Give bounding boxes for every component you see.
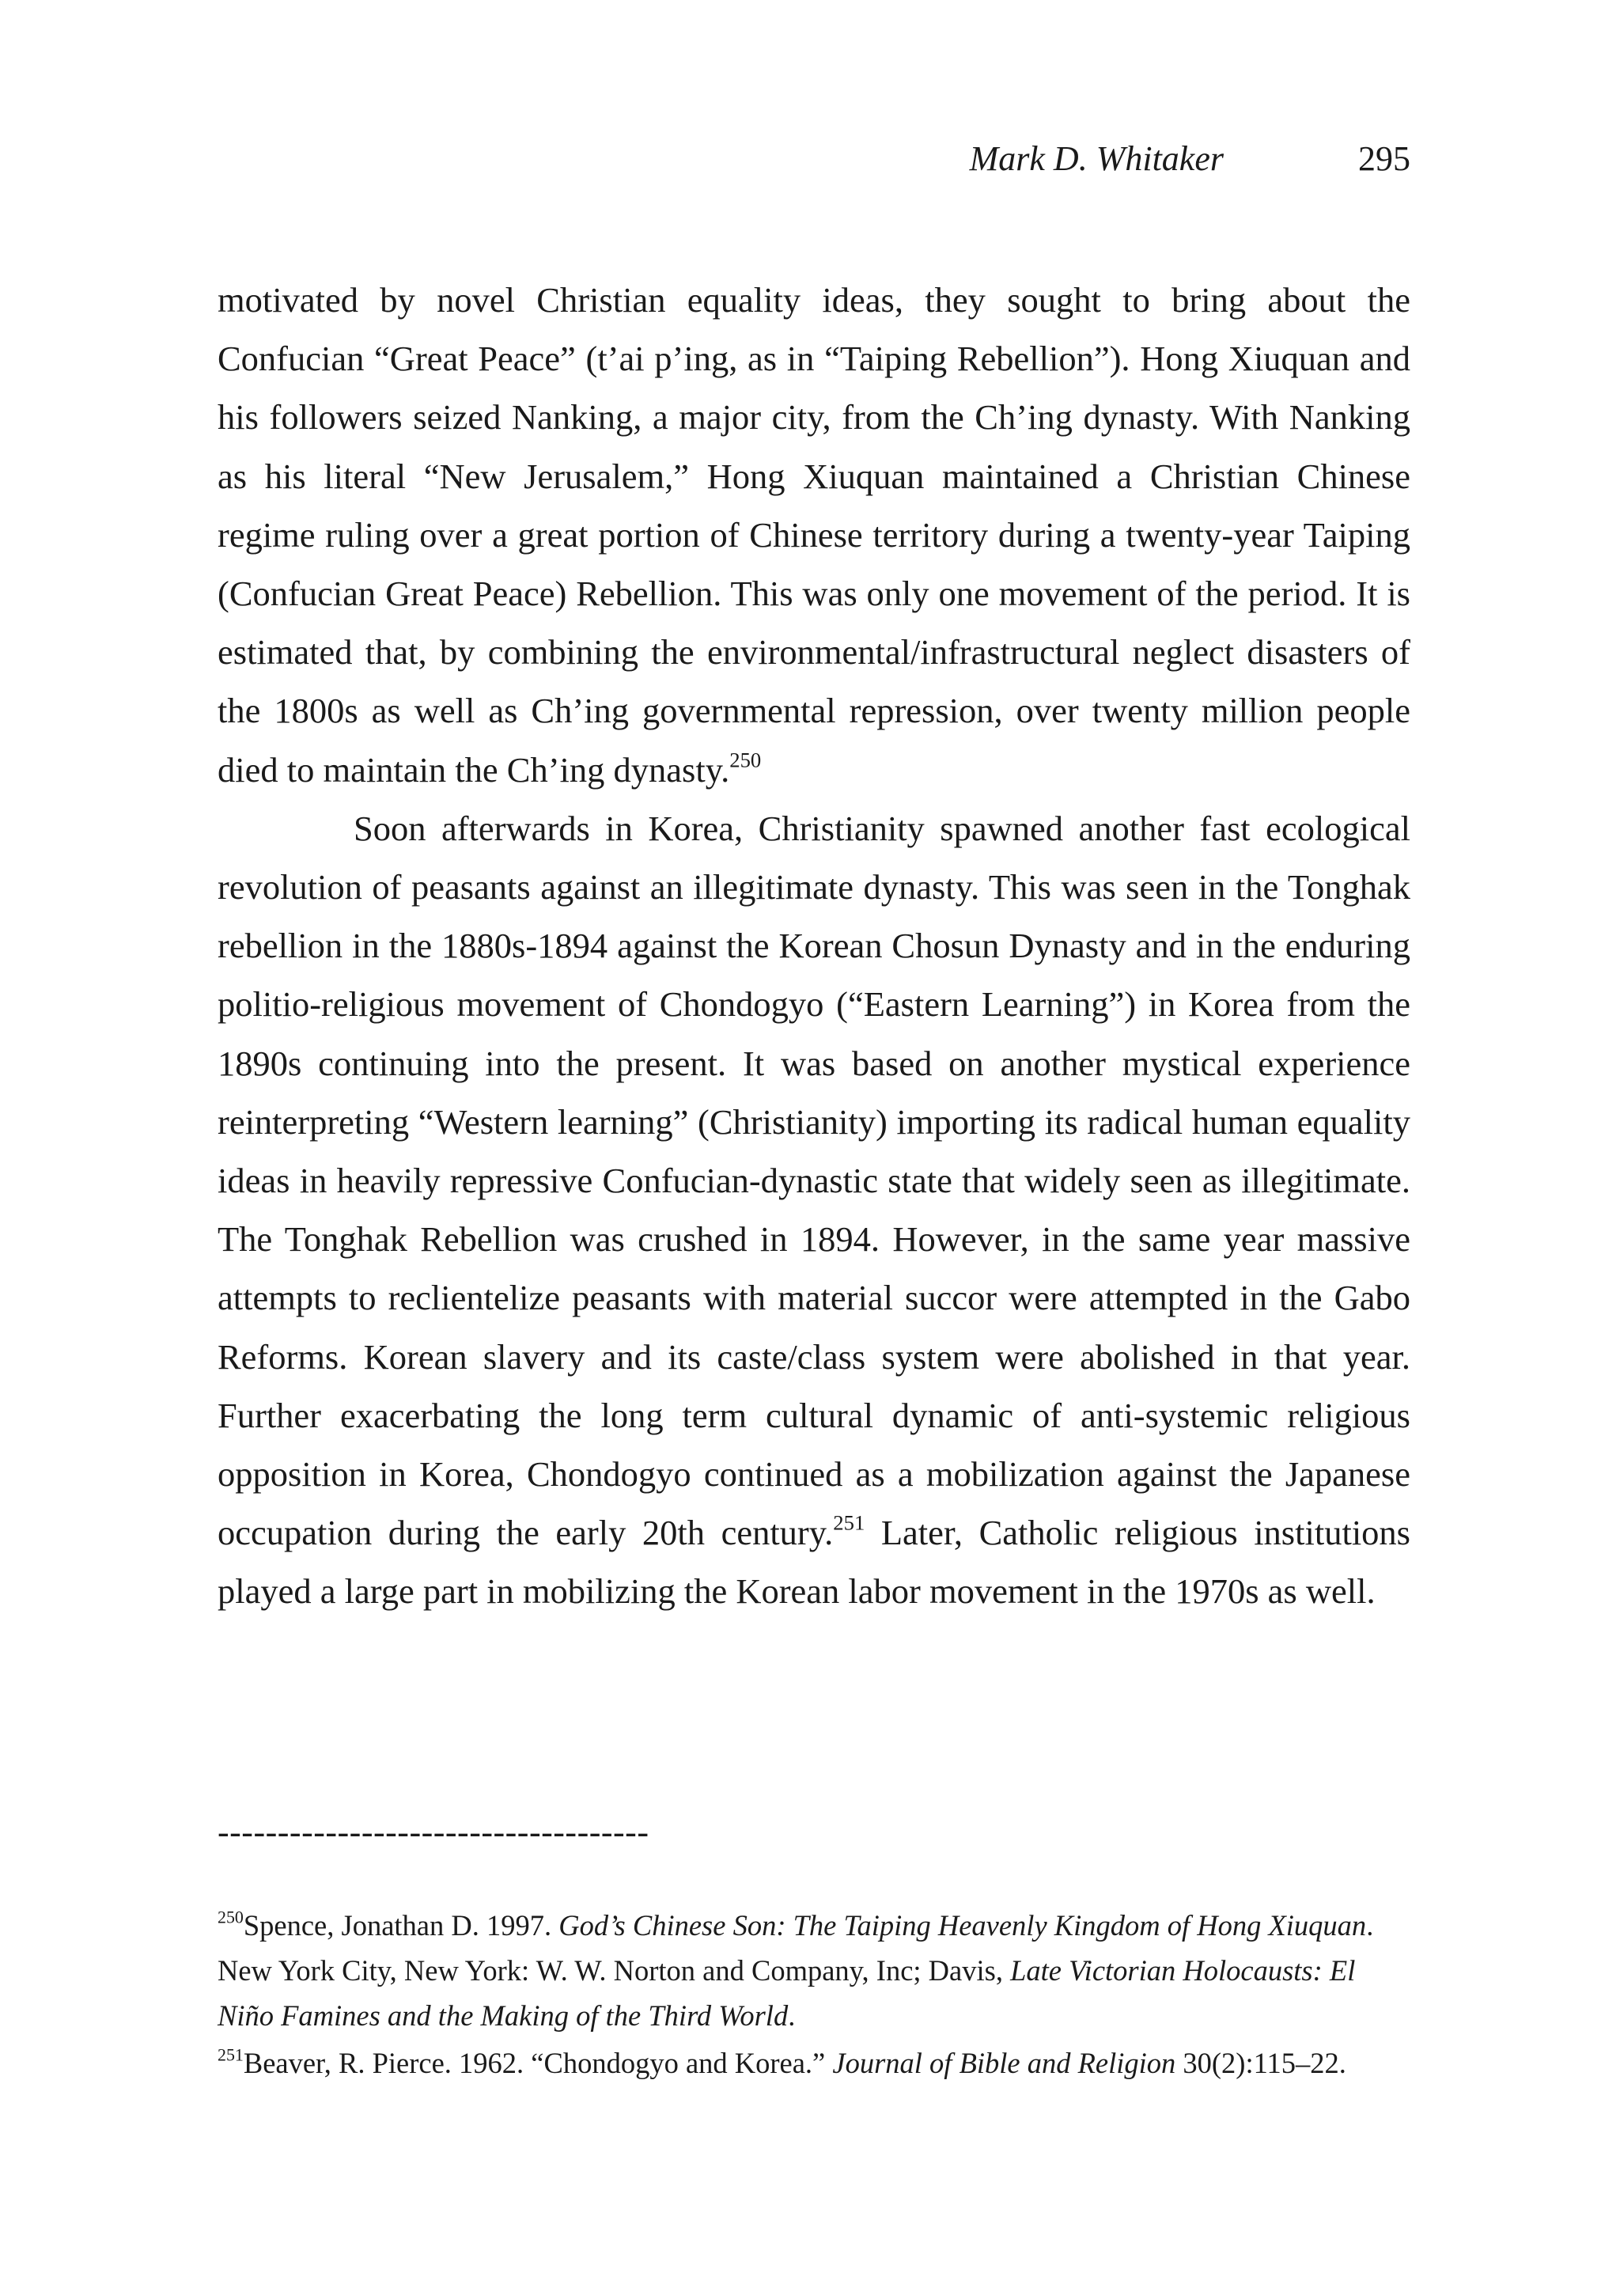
- footnote-separator: ------------------------------------: [218, 1813, 649, 1851]
- footnote-251: [218, 2040, 1410, 2086]
- page: [218, 0, 1410, 2296]
- paragraph-1: [218, 271, 1410, 799]
- footnote-number-250: 250: [218, 1907, 244, 1927]
- footnote-ref-251[interactable]: 251: [833, 1510, 865, 1535]
- footnote-250: [218, 1903, 1410, 2038]
- footnote-250-title-2: Late Victorian Holocausts: El Niño Famines and the Making of the Third World: [218, 1954, 1356, 2032]
- paragraph-2-text: Soon afterwards in Korea, Christianity spawned another fast ecological revolution of peasants against an illegitimate dynasty. This was seen in the Tonghak rebellion in the 1880s-1894 against the Korean Chosun Dynasty and in the enduring politio-religious movement of Chondogyo (“Eastern Learning”) in Korea from the 1890s continuing into the present. It was based on another mystical experience reinterpreting “Western learning” (Christianity) importing its radical human equality ideas in heavily repressive Confucian-dynastic state that widely seen as illegitimate. The Tonghak Rebellion was crushed in 1894. However, in the same year massive attempts to reclientelize peasants with material succor were attempted in the Gabo Reforms. Korean slavery and its caste/class system were abolished in that year. Further exacerbating the long term cultural dynamic of anti-systemic religious opposition in Korea, Chondogyo continued as a mobilization against the Japanese occupation during the early 20th century.: [218, 808, 1410, 1553]
- footnote-250-title: God’s Chinese Son: The Taiping Heavenly Kingdom of Hong Xiuquan: [558, 1909, 1367, 1942]
- body-text: [218, 271, 1410, 1621]
- footnote-250-text-cont: . New York City, New York: W. W. Norton and Company, Inc; Davis,: [218, 1909, 1374, 1987]
- footnotes: [218, 1903, 1410, 2088]
- paragraph-2: [218, 799, 1410, 1621]
- footnote-251-title: Journal of Bible and Religion: [832, 2047, 1176, 2079]
- footnote-251-text: Beaver, R. Pierce. 1962. “Chondogyo and Korea.”: [243, 2047, 833, 2079]
- page-number: 295: [1358, 139, 1410, 178]
- footnote-250-text: Spence, Jonathan D. 1997.: [243, 1909, 559, 1942]
- paragraph-2-text-cont: Later, Catholic religious institutions played a large part in mobilizing the Korean labor movement in the 1970s as well.: [218, 1513, 1411, 1612]
- footnote-number-251: 251: [218, 2044, 244, 2065]
- paragraph-1-text: motivated by novel Christian equality ideas, they sought to bring about the Confucian “Great Peace” (t’ai p’ing, as in “Taiping Rebellion”). Hong Xiuquan and his followers seized Nanking, a major city, from the Ch’ing dynasty. With Nanking as his literal “New Jerusalem,” Hong Xiuquan maintained a Christian Chinese regime ruling over a great portion of Chinese territory during a twenty-year Taiping (Confucian Great Peace) Rebellion. This was only one movement of the period. It is estimated that, by combining the environmental/infrastructural neglect disasters of the 1800s as well as Ch’ing governmental repression, over twenty million people died to maintain the Ch’ing dynasty.: [218, 280, 1410, 790]
- footnote-250-end: .: [788, 1999, 796, 2032]
- running-header-author: Mark D. Whitaker: [969, 139, 1224, 178]
- running-header: [218, 138, 1410, 186]
- footnote-251-text-cont: 30(2):115–22.: [1175, 2047, 1346, 2079]
- footnote-ref-250[interactable]: 250: [729, 747, 762, 771]
